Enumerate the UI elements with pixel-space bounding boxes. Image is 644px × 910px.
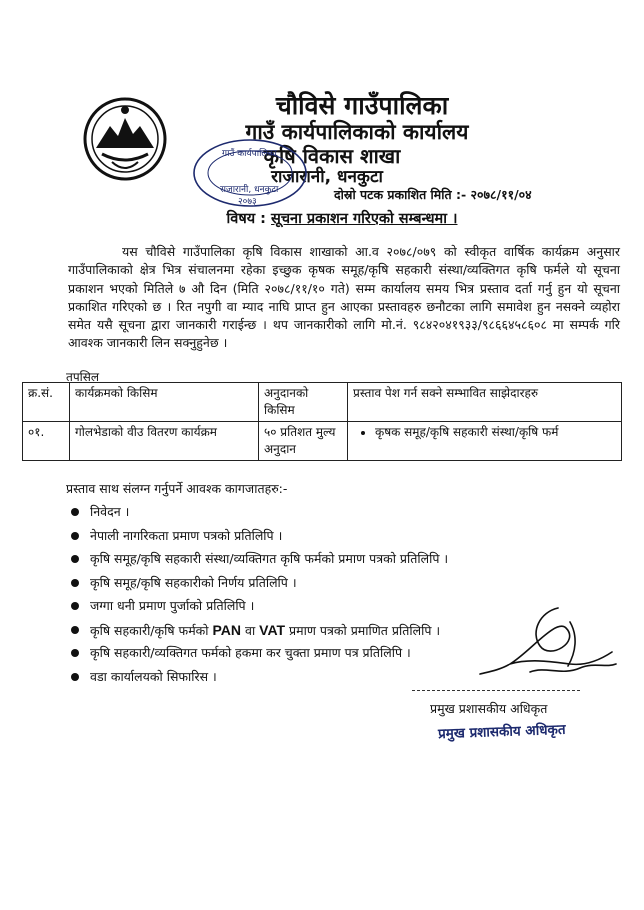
list-item [68, 620, 448, 644]
office-name: गाउँ कार्यपालिकाको कार्यालय [245, 120, 469, 144]
table-header-row [23, 383, 622, 422]
pan-text: PAN [212, 621, 242, 638]
col-serial-header: क्र.सं. [23, 383, 70, 422]
signatory-stamp: प्रमुख प्रशासकीय अधिकृत [437, 721, 566, 743]
item-text-pre: कृषि सहकारी/कृषि फर्मको [90, 622, 213, 638]
publication-date: दोस्रो पटक प्रकाशित मिति :- २०७८/११/०४ [334, 187, 532, 202]
list-item: कृषि समूह/कृषि सहकारी संस्था/व्यक्तिगत कृषि फर्मको प्रमाण पत्रको प्रतिलिपि । [68, 549, 448, 573]
list-item: कृषि सहकारी/व्यक्तिगत फर्मको हकमा कर चुक्ता प्रमाण पत्र प्रतिलिपि । [68, 643, 448, 667]
col-grant-header: अनुदानको किसिम [259, 383, 348, 422]
stamp-place: राजारानी, धनकुटा [220, 185, 279, 195]
subject-text: सूचना प्रकाशन गरिएको सम्बन्धमा । [271, 211, 458, 227]
stamp-arc-text: गाउँ कार्यपालिका [222, 149, 277, 159]
branch-name: कृषि विकास शाखा [263, 144, 401, 168]
item-text-post: प्रमाण पत्रको प्रमाणित प्रतिलिपि । [285, 622, 441, 638]
attachments-list [68, 502, 448, 690]
notice-body [68, 243, 620, 353]
office-stamp [190, 136, 310, 210]
notice-paragraph: यस चौविसे गाउँपालिका कृषि विकास शाखाको आ.व २०७८/०७९ को स्वीकृत वार्षिक कार्यक्रम अनुसार गाउँपालिकाको क्षेत्र भित्र संचालनमा रहेका इच्छुक कृषक समूह/कृषि सहकारी संस्था/व्यक्तिगत कृषि फर्मले यो सूचना प्रकाशन भएको मितिले ७ औ दिन (मिति २०७८/११/१० गते) सम्म कार्यालय समय भित्र प्रस्ताव दर्ता गर्नु हुन यो सूचना प्रकाशित गरिएको छ । रित नपुगी वा म्याद नाघि प्राप्त हुन आएका प्रस्तावहरु छनौटका लागि समावेश हुन नसक्ने व्यहोरा समेत यसै सूचना द्वारा जानकारी गराईन्छ । थप जानकारीको लागि मो.नं. ९८४२०४१९३३/९८६६४५८६०८ मा सम्पर्क गरि आवश्क जानकारी लिन सक्नुहुनेछ । [68, 244, 620, 351]
list-item: नेपाली नागरिकता प्रमाण पत्रको प्रतिलिपि । [68, 526, 448, 550]
cell-program: गोलभेडाको वीउ वितरण कार्यक्रम [70, 422, 259, 461]
cell-grant: ५० प्रतिशत मुल्य अनुदान [259, 422, 348, 461]
signatory-role: प्रमुख प्रशासकीय अधिकृत [430, 701, 548, 716]
schedule-label: तपसिल [66, 370, 100, 384]
cell-serial: ०१. [23, 422, 70, 461]
col-partners-header: प्रस्ताव पेश गर्न सक्ने सम्भावित साझेदारहरु [348, 383, 622, 422]
cell-partners [348, 422, 622, 461]
table-row [23, 422, 622, 461]
subject-line [0, 208, 644, 228]
list-item: जग्गा धनी प्रमाण पुर्जाको प्रतिलिपि । [68, 596, 448, 620]
municipality-name: चौविसे गाउँपालिका [275, 91, 449, 120]
item-text-mid: वा [241, 622, 260, 638]
attachments-title: प्रस्ताव साथ संलग्न गर्नुपर्ने आवश्क कागजातहरु:- [66, 481, 288, 496]
stamp-year: २०७३ [238, 197, 257, 207]
vat-text: VAT [259, 621, 286, 638]
subject-label: विषय : [226, 211, 266, 227]
list-item: निवेदन । [68, 502, 448, 526]
signature [470, 602, 620, 694]
col-program-header: कार्यक्रमको किसिम [70, 383, 259, 422]
list-item: कृषि समूह/कृषि सहकारीको निर्णय प्रतिलिपि । [68, 573, 448, 597]
program-table [22, 382, 622, 461]
list-item: वडा कार्यालयको सिफारिस । [68, 667, 448, 691]
partner-item: • कृषक समूह/कृषि सहकारी संस्था/कृषि फर्म [375, 424, 616, 441]
signature-line [412, 690, 580, 691]
office-address: राजारानी, धनकुटा [271, 167, 383, 187]
